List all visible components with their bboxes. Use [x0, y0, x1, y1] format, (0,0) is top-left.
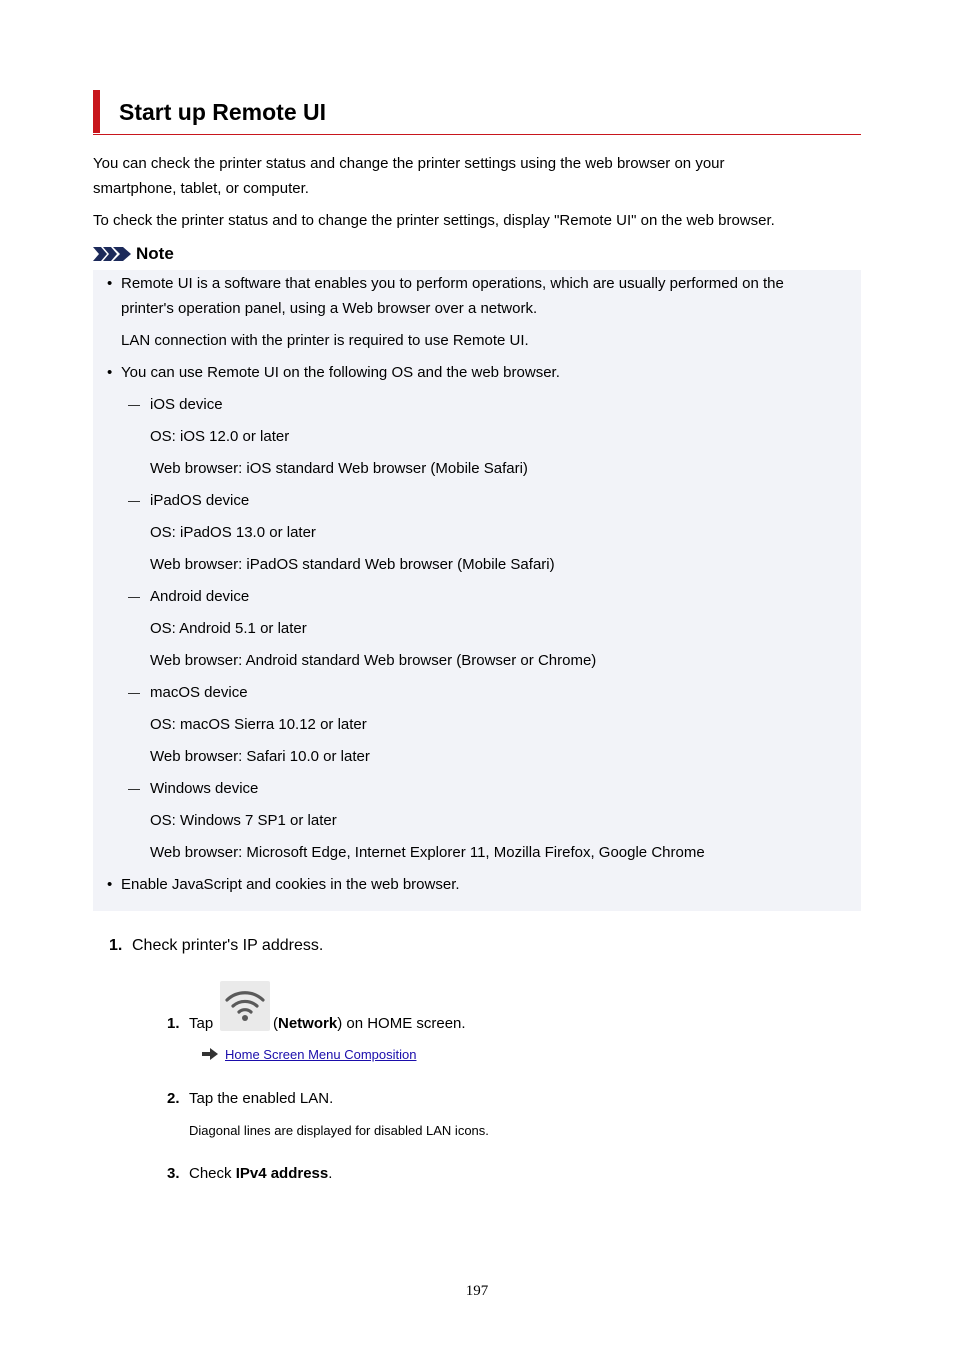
device-browser: Web browser: Microsoft Edge, Internet Explorer 11, Mozilla Firefox, Google Chrome — [150, 844, 705, 861]
device-os: OS: macOS Sierra 10.12 or later — [150, 716, 367, 733]
substep-number: 1. — [167, 1015, 180, 1032]
device-browser: Web browser: iOS standard Web browser (Mobile Safari) — [150, 460, 528, 477]
note-bullet-3: Enable JavaScript and cookies in the web browser. — [121, 876, 460, 893]
substep-2-text: Tap the enabled LAN. — [189, 1090, 334, 1107]
page-title: Start up Remote UI — [119, 99, 327, 125]
device-browser: Web browser: iPadOS standard Web browser (Mobile Safari) — [150, 556, 555, 573]
right-arrow-icon — [202, 1048, 218, 1060]
bullet-dot: • — [107, 275, 113, 292]
ipv4-label: IPv4 address — [235, 1165, 329, 1182]
note-bullet-1-line-1: Remote UI is a software that enables you to perform operations, which are usually performed on the — [121, 275, 784, 292]
substep-1-text — [273, 1014, 466, 1034]
step-number: 1. — [109, 937, 123, 954]
device-name: Windows device — [150, 780, 259, 797]
substep-3-post: . — [328, 1165, 333, 1182]
note-label: Note — [136, 244, 174, 263]
intro-line-1: You can check the printer status and change the printer settings using the web browser on your — [93, 155, 725, 172]
dash-marker — [128, 789, 140, 790]
note-bullet-1-line-2: printer's operation panel, using a Web browser over a network. — [121, 300, 538, 317]
title-accent-bar — [93, 90, 100, 133]
intro-line-3: To check the printer status and to change the printer settings, display "Remote UI" on the web browser. — [93, 212, 775, 229]
bullet-dot: • — [107, 876, 113, 893]
note-bullet-1-line-3: LAN connection with the printer is required to use Remote UI. — [121, 332, 529, 349]
home-screen-menu-link[interactable]: Home Screen Menu Composition — [225, 1047, 417, 1062]
paren-open: ( — [273, 1015, 278, 1032]
device-name: iOS device — [150, 396, 223, 413]
substep-2-note: Diagonal lines are displayed for disabled LAN icons. — [189, 1123, 489, 1138]
dash-marker — [128, 693, 140, 694]
note-bullet-2: You can use Remote UI on the following OS and the web browser. — [121, 364, 560, 381]
device-os: OS: iPadOS 13.0 or later — [150, 524, 316, 541]
device-os: OS: iOS 12.0 or later — [150, 428, 290, 445]
bullet-dot: • — [107, 364, 113, 381]
substep-number: 3. — [167, 1165, 180, 1182]
page-number: 197 — [465, 1283, 489, 1299]
network-icon-tile — [220, 981, 270, 1031]
dash-marker — [128, 501, 140, 502]
wifi-network-icon — [220, 981, 270, 1031]
device-browser: Web browser: Safari 10.0 or later — [150, 748, 370, 765]
note-chevron-icon — [93, 246, 133, 262]
step-1-text: Check printer's IP address. — [132, 937, 324, 954]
device-name: macOS device — [150, 684, 248, 701]
dash-marker — [128, 597, 140, 598]
device-os: OS: Android 5.1 or later — [150, 620, 307, 637]
network-label: Network — [278, 1015, 338, 1032]
device-browser: Web browser: Android standard Web browser (Browser or Chrome) — [150, 652, 597, 669]
substep-number: 2. — [167, 1090, 180, 1107]
substep-1-post: ) on HOME screen. — [337, 1015, 466, 1032]
substep-1-pre: Tap — [189, 1015, 214, 1032]
device-os: OS: Windows 7 SP1 or later — [150, 812, 337, 829]
substep-3-pre: Check — [189, 1165, 236, 1182]
substep-3-text — [189, 1164, 332, 1184]
device-name: Android device — [150, 588, 250, 605]
intro-line-2: smartphone, tablet, or computer. — [93, 180, 309, 197]
dash-marker — [128, 405, 140, 406]
page-title-bar — [93, 90, 861, 135]
device-name: iPadOS device — [150, 492, 250, 509]
